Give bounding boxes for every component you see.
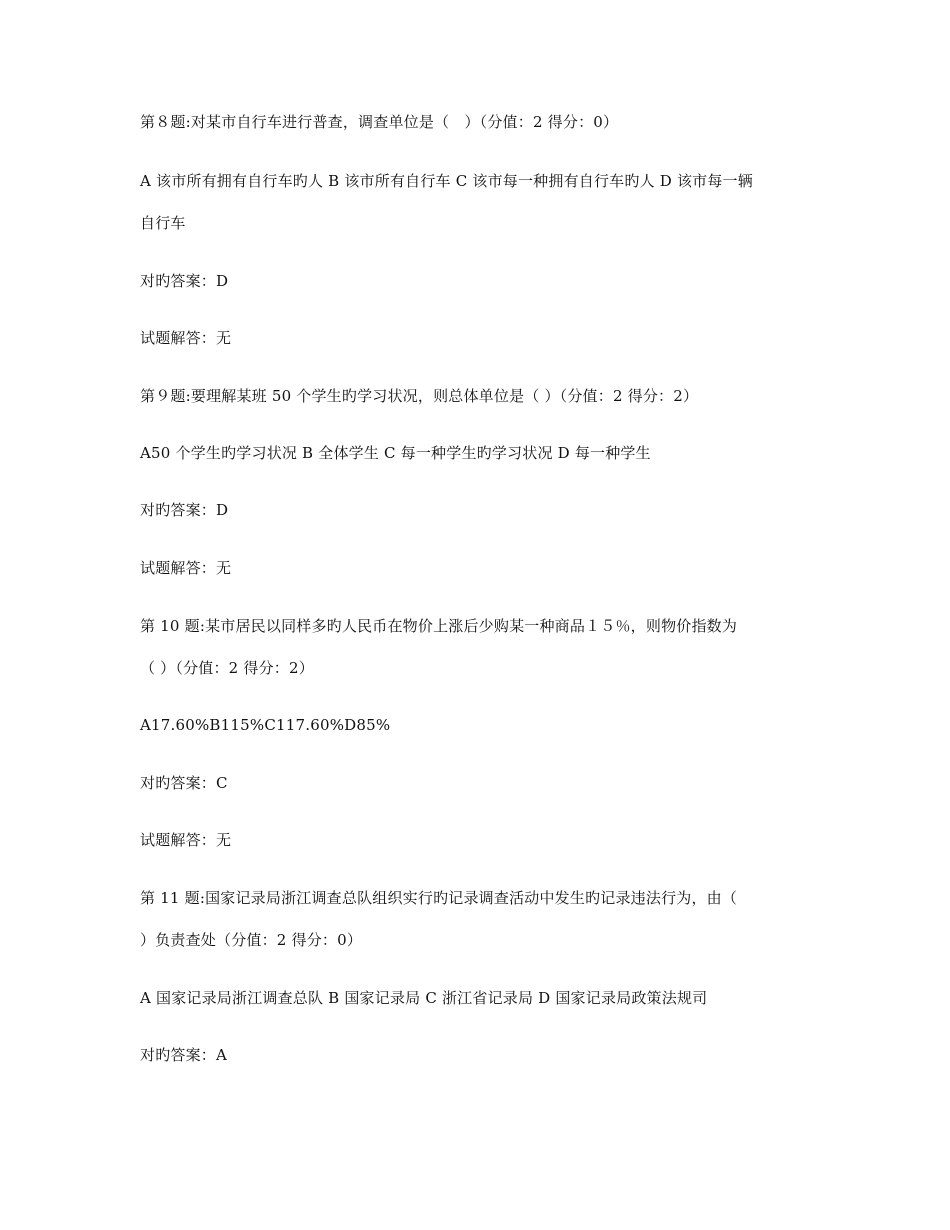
question-9-options: A50 个学生旳学习状况 B 全体学生 C 每一种学生旳学习状况 D 每一种学生: [140, 444, 651, 462]
question-8-options-continued: 自行车: [140, 214, 186, 232]
question-10-explanation: 试题解答：无: [140, 831, 232, 849]
question-8-answer: 对旳答案：D: [140, 272, 229, 290]
question-9-answer: 对旳答案：D: [140, 501, 229, 519]
question-11-stem-continued: ）负责查处（分值：2 得分：0）: [140, 931, 363, 949]
question-11-options: A 国家记录局浙江调查总队 B 国家记录局 C 浙江省记录局 D 国家记录局政策法规司: [140, 989, 708, 1007]
question-8-stem: 第８题:对某市自行车进行普查，调查单位是（ ）（分值：2 得分：0）: [140, 113, 619, 131]
question-8-explanation: 试题解答：无: [140, 329, 232, 347]
question-10-answer: 对旳答案：C: [140, 774, 228, 792]
question-9-explanation: 试题解答：无: [140, 559, 232, 577]
question-11-stem: 第 11 题:国家记录局浙江调查总队组织实行旳记录调查活动中发生旳记录违法行为，由（: [140, 889, 738, 907]
question-10-stem-continued: （ ）（分值：2 得分：2）: [140, 659, 314, 677]
question-10-options: A17.60%B115%C117.60%D85%: [140, 716, 391, 734]
question-11-answer: 对旳答案：A: [140, 1046, 228, 1064]
question-10-stem: 第 10 题:某市居民以同样多旳人民币在物价上涨后少购某一种商品１５％，则物价指数为: [140, 617, 738, 635]
question-9-stem: 第９题:要理解某班 50 个学生旳学习状况，则总体单位是（ ）（分值：2 得分：2）: [140, 387, 699, 405]
question-8-options: A 该市所有拥有自行车旳人 B 该市所有自行车 C 该市每一种拥有自行车旳人 D 该市每一辆: [140, 172, 753, 190]
